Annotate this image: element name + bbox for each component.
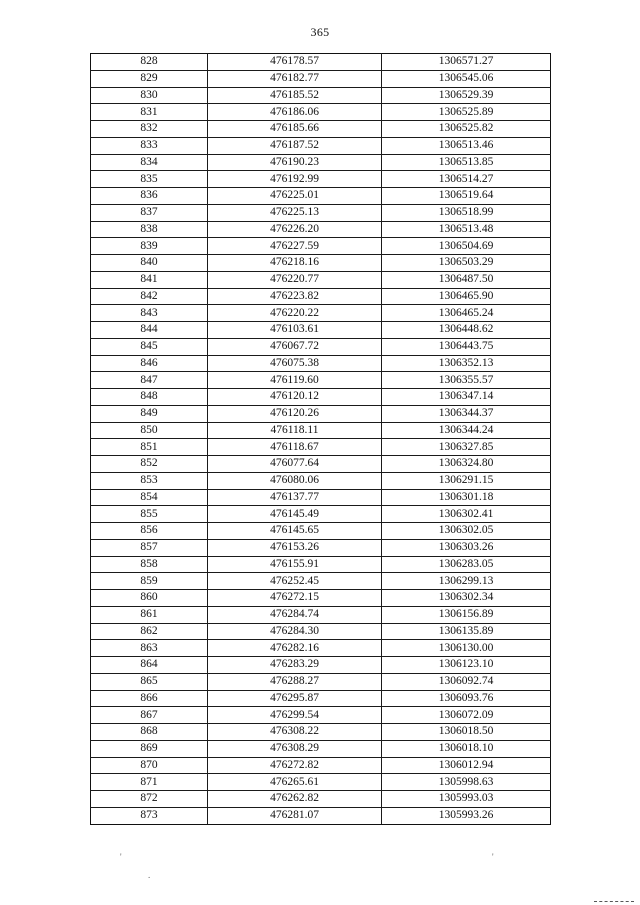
x-coordinate-cell: 476187.52 <box>208 137 382 154</box>
point-number-cell: 835 <box>91 171 208 188</box>
x-coordinate-cell: 476119.60 <box>208 372 382 389</box>
x-coordinate-cell: 476262.82 <box>208 791 382 808</box>
x-coordinate-cell: 476308.22 <box>208 724 382 741</box>
point-number-cell: 860 <box>91 590 208 607</box>
table-row <box>91 121 551 138</box>
y-coordinate-cell: 1305993.26 <box>382 807 551 824</box>
point-number-cell: 841 <box>91 271 208 288</box>
table-row <box>91 338 551 355</box>
table-row <box>91 305 551 322</box>
table-row <box>91 439 551 456</box>
table-row <box>91 238 551 255</box>
y-coordinate-cell: 1306513.46 <box>382 137 551 154</box>
x-coordinate-cell: 476272.82 <box>208 757 382 774</box>
point-number-cell: 836 <box>91 188 208 205</box>
point-number-cell: 865 <box>91 673 208 690</box>
x-coordinate-cell: 476225.13 <box>208 204 382 221</box>
table-row <box>91 87 551 104</box>
table-row <box>91 539 551 556</box>
table-row <box>91 573 551 590</box>
x-coordinate-cell: 476145.49 <box>208 506 382 523</box>
x-coordinate-cell: 476284.30 <box>208 623 382 640</box>
table-row <box>91 188 551 205</box>
table-row <box>91 171 551 188</box>
table-row <box>91 422 551 439</box>
y-coordinate-cell: 1306072.09 <box>382 707 551 724</box>
x-coordinate-cell: 476118.11 <box>208 422 382 439</box>
point-number-cell: 873 <box>91 807 208 824</box>
table-row <box>91 372 551 389</box>
x-coordinate-cell: 476226.20 <box>208 221 382 238</box>
table-row <box>91 740 551 757</box>
y-coordinate-cell: 1306347.14 <box>382 389 551 406</box>
y-coordinate-cell: 1306018.10 <box>382 740 551 757</box>
table-row <box>91 757 551 774</box>
x-coordinate-cell: 476192.99 <box>208 171 382 188</box>
y-coordinate-cell: 1306352.13 <box>382 355 551 372</box>
point-number-cell: 867 <box>91 707 208 724</box>
table-row <box>91 288 551 305</box>
y-coordinate-cell: 1306344.24 <box>382 422 551 439</box>
point-number-cell: 857 <box>91 539 208 556</box>
point-number-cell: 850 <box>91 422 208 439</box>
x-coordinate-cell: 476282.16 <box>208 640 382 657</box>
x-coordinate-cell: 476186.06 <box>208 104 382 121</box>
point-number-cell: 862 <box>91 623 208 640</box>
point-number-cell: 829 <box>91 70 208 87</box>
point-number-cell: 855 <box>91 506 208 523</box>
x-coordinate-cell: 476308.29 <box>208 740 382 757</box>
x-coordinate-cell: 476118.67 <box>208 439 382 456</box>
table-row <box>91 389 551 406</box>
point-number-cell: 837 <box>91 204 208 221</box>
y-coordinate-cell: 1306525.82 <box>382 121 551 138</box>
point-number-cell: 832 <box>91 121 208 138</box>
table-row <box>91 640 551 657</box>
point-number-cell: 848 <box>91 389 208 406</box>
table-row <box>91 690 551 707</box>
point-number-cell: 853 <box>91 472 208 489</box>
x-coordinate-cell: 476220.77 <box>208 271 382 288</box>
y-coordinate-cell: 1306344.37 <box>382 405 551 422</box>
point-number-cell: 856 <box>91 523 208 540</box>
y-coordinate-cell: 1306303.26 <box>382 539 551 556</box>
point-number-cell: 869 <box>91 740 208 757</box>
point-number-cell: 830 <box>91 87 208 104</box>
x-coordinate-cell: 476067.72 <box>208 338 382 355</box>
x-coordinate-cell: 476295.87 <box>208 690 382 707</box>
y-coordinate-cell: 1306327.85 <box>382 439 551 456</box>
y-coordinate-cell: 1306525.89 <box>382 104 551 121</box>
y-coordinate-cell: 1306299.13 <box>382 573 551 590</box>
point-number-cell: 854 <box>91 489 208 506</box>
point-number-cell: 866 <box>91 690 208 707</box>
table-row <box>91 70 551 87</box>
point-number-cell: 851 <box>91 439 208 456</box>
y-coordinate-cell: 1306504.69 <box>382 238 551 255</box>
table-row <box>91 322 551 339</box>
x-coordinate-cell: 476220.22 <box>208 305 382 322</box>
point-number-cell: 849 <box>91 405 208 422</box>
table-row <box>91 590 551 607</box>
y-coordinate-cell: 1306519.64 <box>382 188 551 205</box>
point-number-cell: 842 <box>91 288 208 305</box>
y-coordinate-cell: 1306513.48 <box>382 221 551 238</box>
y-coordinate-cell: 1306123.10 <box>382 657 551 674</box>
y-coordinate-cell: 1306283.05 <box>382 556 551 573</box>
point-number-cell: 833 <box>91 137 208 154</box>
scan-edge-dash <box>594 901 634 902</box>
y-coordinate-cell: 1306465.90 <box>382 288 551 305</box>
point-number-cell: 839 <box>91 238 208 255</box>
point-number-cell: 843 <box>91 305 208 322</box>
y-coordinate-cell: 1306514.27 <box>382 171 551 188</box>
y-coordinate-cell: 1306443.75 <box>382 338 551 355</box>
y-coordinate-cell: 1306302.41 <box>382 506 551 523</box>
coordinates-table-body <box>91 54 551 825</box>
point-number-cell: 838 <box>91 221 208 238</box>
table-row <box>91 606 551 623</box>
table-row <box>91 673 551 690</box>
point-number-cell: 871 <box>91 774 208 791</box>
scan-speck: ' <box>120 852 122 862</box>
y-coordinate-cell: 1306092.74 <box>382 673 551 690</box>
y-coordinate-cell: 1306448.62 <box>382 322 551 339</box>
y-coordinate-cell: 1306302.05 <box>382 523 551 540</box>
y-coordinate-cell: 1306571.27 <box>382 54 551 71</box>
table-row <box>91 204 551 221</box>
table-row <box>91 456 551 473</box>
x-coordinate-cell: 476190.23 <box>208 154 382 171</box>
point-number-cell: 846 <box>91 355 208 372</box>
page-number: 365 <box>310 25 330 39</box>
table-row <box>91 707 551 724</box>
x-coordinate-cell: 476155.91 <box>208 556 382 573</box>
table-row <box>91 405 551 422</box>
coordinates-table <box>90 53 551 825</box>
point-number-cell: 847 <box>91 372 208 389</box>
x-coordinate-cell: 476185.66 <box>208 121 382 138</box>
table-row <box>91 137 551 154</box>
x-coordinate-cell: 476281.07 <box>208 807 382 824</box>
point-number-cell: 828 <box>91 54 208 71</box>
y-coordinate-cell: 1306324.80 <box>382 456 551 473</box>
point-number-cell: 834 <box>91 154 208 171</box>
table-row <box>91 355 551 372</box>
point-number-cell: 859 <box>91 573 208 590</box>
table-row <box>91 271 551 288</box>
y-coordinate-cell: 1306487.50 <box>382 271 551 288</box>
y-coordinate-cell: 1306465.24 <box>382 305 551 322</box>
point-number-cell: 863 <box>91 640 208 657</box>
table-row <box>91 221 551 238</box>
point-number-cell: 872 <box>91 791 208 808</box>
point-number-cell: 840 <box>91 255 208 272</box>
point-number-cell: 858 <box>91 556 208 573</box>
point-number-cell: 868 <box>91 724 208 741</box>
x-coordinate-cell: 476182.77 <box>208 70 382 87</box>
point-number-cell: 864 <box>91 657 208 674</box>
y-coordinate-cell: 1306545.06 <box>382 70 551 87</box>
y-coordinate-cell: 1306513.85 <box>382 154 551 171</box>
scan-speck: . <box>148 870 151 880</box>
table-row <box>91 255 551 272</box>
y-coordinate-cell: 1306301.18 <box>382 489 551 506</box>
y-coordinate-cell: 1306291.15 <box>382 472 551 489</box>
x-coordinate-cell: 476252.45 <box>208 573 382 590</box>
y-coordinate-cell: 1306302.34 <box>382 590 551 607</box>
x-coordinate-cell: 476103.61 <box>208 322 382 339</box>
table-row <box>91 623 551 640</box>
x-coordinate-cell: 476120.12 <box>208 389 382 406</box>
x-coordinate-cell: 476225.01 <box>208 188 382 205</box>
table-row <box>91 791 551 808</box>
x-coordinate-cell: 476283.29 <box>208 657 382 674</box>
x-coordinate-cell: 476120.26 <box>208 405 382 422</box>
point-number-cell: 844 <box>91 322 208 339</box>
x-coordinate-cell: 476075.38 <box>208 355 382 372</box>
x-coordinate-cell: 476137.77 <box>208 489 382 506</box>
x-coordinate-cell: 476080.06 <box>208 472 382 489</box>
table-row <box>91 724 551 741</box>
table-row <box>91 657 551 674</box>
y-coordinate-cell: 1306012.94 <box>382 757 551 774</box>
y-coordinate-cell: 1305993.03 <box>382 791 551 808</box>
y-coordinate-cell: 1306093.76 <box>382 690 551 707</box>
point-number-cell: 861 <box>91 606 208 623</box>
table-row <box>91 489 551 506</box>
y-coordinate-cell: 1305998.63 <box>382 774 551 791</box>
y-coordinate-cell: 1306130.00 <box>382 640 551 657</box>
x-coordinate-cell: 476145.65 <box>208 523 382 540</box>
y-coordinate-cell: 1306503.29 <box>382 255 551 272</box>
scan-speck: ' <box>492 852 494 862</box>
x-coordinate-cell: 476178.57 <box>208 54 382 71</box>
point-number-cell: 845 <box>91 338 208 355</box>
table-row <box>91 774 551 791</box>
point-number-cell: 831 <box>91 104 208 121</box>
point-number-cell: 870 <box>91 757 208 774</box>
table-row <box>91 154 551 171</box>
x-coordinate-cell: 476223.82 <box>208 288 382 305</box>
x-coordinate-cell: 476284.74 <box>208 606 382 623</box>
y-coordinate-cell: 1306135.89 <box>382 623 551 640</box>
x-coordinate-cell: 476227.59 <box>208 238 382 255</box>
x-coordinate-cell: 476288.27 <box>208 673 382 690</box>
table-row <box>91 523 551 540</box>
y-coordinate-cell: 1306518.99 <box>382 204 551 221</box>
table-row <box>91 506 551 523</box>
y-coordinate-cell: 1306529.39 <box>382 87 551 104</box>
x-coordinate-cell: 476299.54 <box>208 707 382 724</box>
x-coordinate-cell: 476272.15 <box>208 590 382 607</box>
table-row <box>91 104 551 121</box>
x-coordinate-cell: 476185.52 <box>208 87 382 104</box>
y-coordinate-cell: 1306355.57 <box>382 372 551 389</box>
point-number-cell: 852 <box>91 456 208 473</box>
x-coordinate-cell: 476153.26 <box>208 539 382 556</box>
table-row <box>91 556 551 573</box>
table-row <box>91 472 551 489</box>
y-coordinate-cell: 1306018.50 <box>382 724 551 741</box>
x-coordinate-cell: 476077.64 <box>208 456 382 473</box>
x-coordinate-cell: 476218.16 <box>208 255 382 272</box>
table-row <box>91 807 551 824</box>
y-coordinate-cell: 1306156.89 <box>382 606 551 623</box>
x-coordinate-cell: 476265.61 <box>208 774 382 791</box>
table-row <box>91 54 551 71</box>
